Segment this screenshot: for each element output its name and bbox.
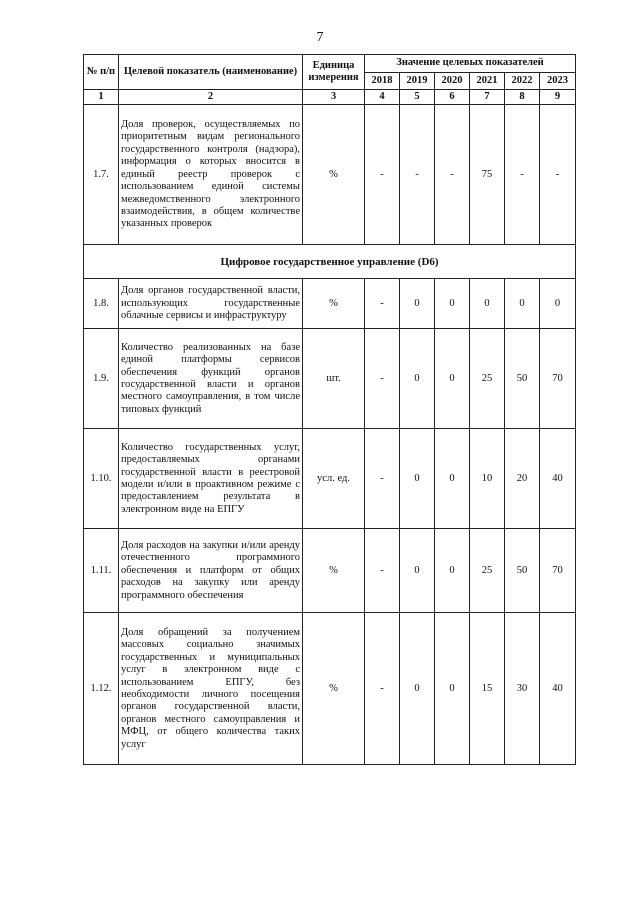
value-2019: 0 (400, 429, 435, 529)
value-2019: 0 (400, 613, 435, 765)
value-2020: 0 (435, 429, 470, 529)
value-2020: 0 (435, 613, 470, 765)
column-number-6: 6 (435, 90, 470, 105)
value-2021: 75 (470, 105, 505, 245)
header-year-2022: 2022 (505, 73, 540, 90)
column-number-2: 2 (119, 90, 303, 105)
target-indicators-table (83, 54, 576, 765)
value-2023: 70 (540, 329, 576, 429)
table-row (84, 613, 576, 765)
value-2022: 0 (505, 279, 540, 329)
value-2018: - (365, 529, 400, 613)
section-title: Цифровое государственное управление (D6) (84, 245, 576, 279)
value-2021: 10 (470, 429, 505, 529)
value-2023: 70 (540, 529, 576, 613)
row-number: 1.9. (84, 329, 119, 429)
table-row (84, 279, 576, 329)
value-2023: 40 (540, 429, 576, 529)
header-year-2018: 2018 (365, 73, 400, 90)
value-2018: - (365, 613, 400, 765)
unit-of-measure: % (303, 105, 365, 245)
unit-of-measure: шт. (303, 329, 365, 429)
table-row (84, 329, 576, 429)
unit-of-measure: усл. ед. (303, 429, 365, 529)
row-number: 1.10. (84, 429, 119, 529)
row-number: 1.11. (84, 529, 119, 613)
indicator-name: Количество реализованных на базе единой платформы сервисов обеспечения функций органов государственной власти и органов местного самоуправления, в том числе типовых функций (119, 329, 303, 429)
value-2019: 0 (400, 329, 435, 429)
column-number-3: 3 (303, 90, 365, 105)
value-2020: 0 (435, 279, 470, 329)
value-2023: - (540, 105, 576, 245)
unit-of-measure: % (303, 613, 365, 765)
header-year-2023: 2023 (540, 73, 576, 90)
header-indicator: Целевой показатель (наименование) (119, 55, 303, 90)
value-2022: 30 (505, 613, 540, 765)
value-2023: 40 (540, 613, 576, 765)
value-2019: 0 (400, 279, 435, 329)
unit-of-measure: % (303, 529, 365, 613)
header-unit: Единица измерения (303, 55, 365, 90)
indicator-name: Доля проверок, осуществляемых по приоритетным видам регионального государственного контроля (надзора), информация о которых вносится в единый реестр проверок с использованием единой системы межведомственного электронного взаимодействия, в общем количестве указанных проверок (119, 105, 303, 245)
value-2019: - (400, 105, 435, 245)
value-2018: - (365, 329, 400, 429)
table-row (84, 429, 576, 529)
page-number: 7 (316, 30, 324, 45)
row-number: 1.8. (84, 279, 119, 329)
header-num: № п/п (84, 55, 119, 90)
indicator-name: Количество государственных услуг, предоставляемых органами государственной власти в реестровой модели и/или в проактивном режиме с предоставлением результата в электронном виде на ЕПГУ (119, 429, 303, 529)
value-2021: 25 (470, 529, 505, 613)
column-number-9: 9 (540, 90, 576, 105)
value-2018: - (365, 429, 400, 529)
header-values: Значение целевых показателей (365, 55, 576, 73)
indicator-name: Доля органов государственной власти, использующих государственные облачные сервисы и инфраструктуру (119, 279, 303, 329)
value-2023: 0 (540, 279, 576, 329)
indicator-name: Доля расходов на закупки и/или аренду отечественного программного обеспечения и платформ от общих расходов на закупку или аренду программного обеспечения (119, 529, 303, 613)
table-row (84, 105, 576, 245)
column-number-7: 7 (470, 90, 505, 105)
unit-of-measure: % (303, 279, 365, 329)
value-2022: 20 (505, 429, 540, 529)
value-2018: - (365, 105, 400, 245)
header-year-2021: 2021 (470, 73, 505, 90)
value-2021: 0 (470, 279, 505, 329)
value-2021: 25 (470, 329, 505, 429)
column-number-4: 4 (365, 90, 400, 105)
value-2022: - (505, 105, 540, 245)
value-2022: 50 (505, 529, 540, 613)
row-number: 1.7. (84, 105, 119, 245)
value-2021: 15 (470, 613, 505, 765)
header-year-2020: 2020 (435, 73, 470, 90)
value-2020: 0 (435, 329, 470, 429)
section-row (84, 245, 576, 279)
table-row (84, 529, 576, 613)
indicator-name: Доля обращений за получением массовых социально значимых государственных и муниципальных услуг в электронном виде с использованием ЕПГУ, без необходимости личного посещения органов государственной власти, органов местного самоуправления и МФЦ, от общего количества таких услуг (119, 613, 303, 765)
column-number-5: 5 (400, 90, 435, 105)
value-2020: - (435, 105, 470, 245)
column-number-8: 8 (505, 90, 540, 105)
value-2018: - (365, 279, 400, 329)
row-number: 1.12. (84, 613, 119, 765)
value-2020: 0 (435, 529, 470, 613)
value-2019: 0 (400, 529, 435, 613)
column-number-1: 1 (84, 90, 119, 105)
header-year-2019: 2019 (400, 73, 435, 90)
value-2022: 50 (505, 329, 540, 429)
